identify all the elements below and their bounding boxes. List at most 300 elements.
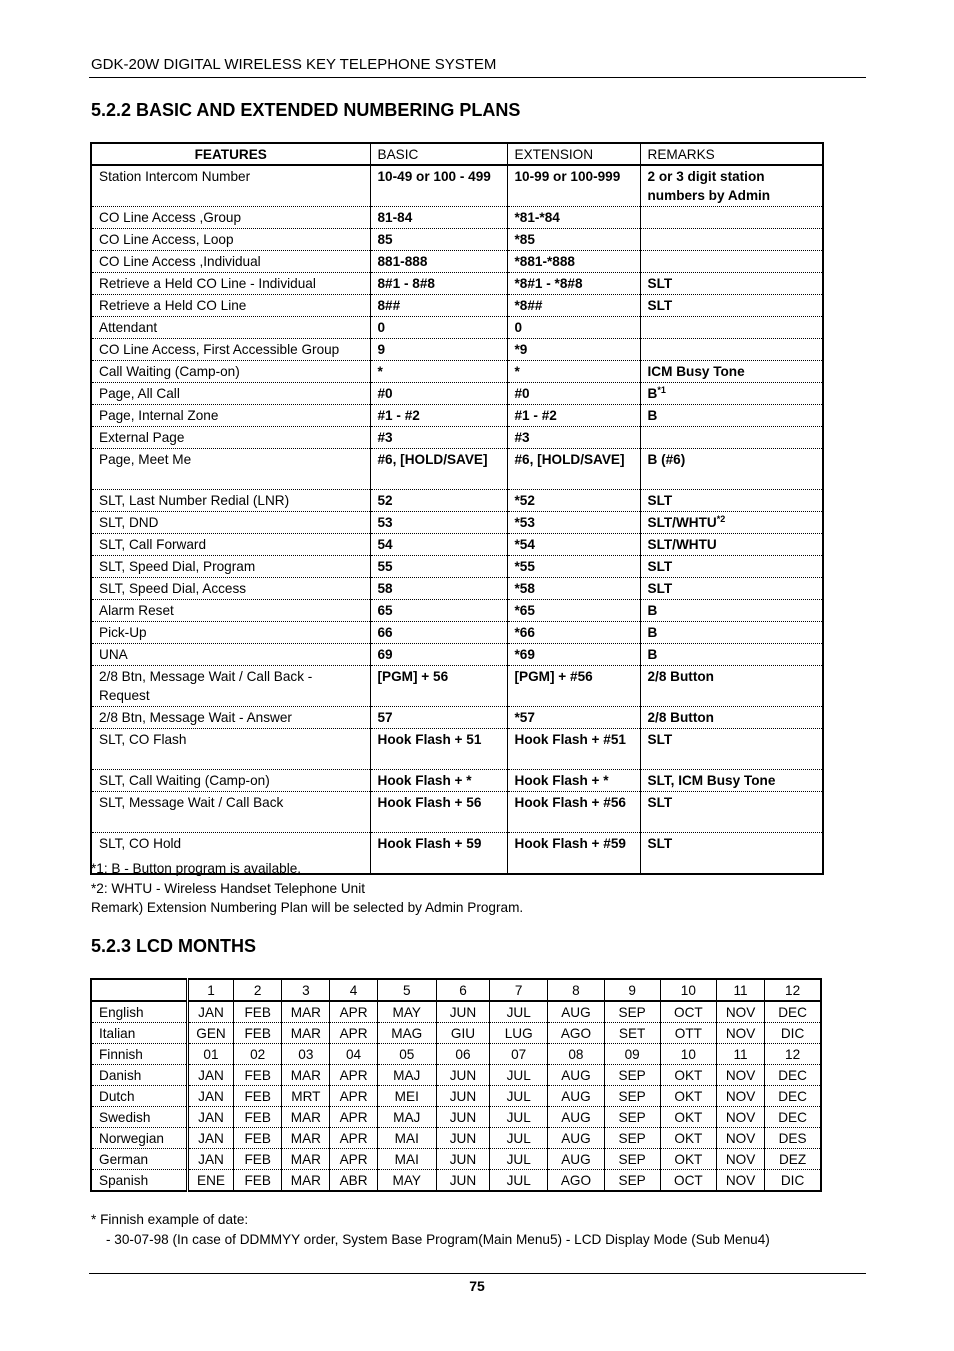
month-abbrev-cell: MRT xyxy=(282,1086,330,1107)
month-abbrev-cell: FEB xyxy=(234,1128,282,1149)
basic-code-cell xyxy=(370,405,507,427)
basic-code-cell xyxy=(370,383,507,405)
feature-cell xyxy=(91,251,370,273)
month-abbrev-cell: OCT xyxy=(660,1001,716,1023)
extension-code-cell-text: Hook Flash + #56 xyxy=(514,795,626,810)
feature-cell-text: SLT, Message Wait / Call Back xyxy=(99,795,284,810)
month-abbrev-cell: JAN xyxy=(187,1149,233,1170)
month-abbrev-cell: MAR xyxy=(282,1023,330,1044)
table-row xyxy=(91,361,823,383)
extension-code-cell-text: [PGM] + #56 xyxy=(514,669,593,684)
month-abbrev-cell: FEB xyxy=(234,1023,282,1044)
remarks-cell-text: SLT xyxy=(647,276,673,291)
feature-cell-text: Retrieve a Held CO Line xyxy=(99,298,247,313)
month-abbrev-cell: MAR xyxy=(282,1170,330,1192)
remarks-cell xyxy=(640,361,823,383)
extension-code-cell xyxy=(507,361,640,383)
feature-cell xyxy=(91,405,370,427)
basic-code-cell-text: 65 xyxy=(377,603,393,618)
remarks-cell xyxy=(640,339,823,361)
lcd-months-notes xyxy=(91,1210,770,1249)
month-abbrev-cell: JAN xyxy=(187,1086,233,1107)
extension-code-cell-text: #0 xyxy=(514,386,530,401)
month-abbrev-cell: AUG xyxy=(548,1086,604,1107)
basic-code-cell-text: 0 xyxy=(377,320,386,335)
feature-cell-text: SLT, CO Hold xyxy=(99,836,182,851)
month-abbrev-cell: APR xyxy=(330,1086,377,1107)
month-abbrev-cell: DEC xyxy=(765,1001,821,1023)
feature-cell xyxy=(91,600,370,622)
feature-cell-text: Call Waiting (Camp-on) xyxy=(99,364,240,379)
footnote-marker: *1 xyxy=(657,385,666,395)
month-abbrev-cell: OKT xyxy=(660,1149,716,1170)
table-row xyxy=(91,165,823,207)
feature-cell xyxy=(91,512,370,534)
remarks-cell-text: B xyxy=(647,386,658,401)
month-abbrev-cell: OKT xyxy=(660,1086,716,1107)
remarks-cell xyxy=(640,729,823,770)
feature-cell-text: UNA xyxy=(99,647,128,662)
extension-code-cell-text: *52 xyxy=(514,493,535,508)
month-abbrev-cell: AUG xyxy=(548,1149,604,1170)
feature-cell-text: CO Line Access ,Individual xyxy=(99,254,261,269)
month-abbrev-cell: NOV xyxy=(716,1107,764,1128)
extension-code-cell xyxy=(507,295,640,317)
remarks-cell xyxy=(640,792,823,833)
extension-code-cell xyxy=(507,770,640,792)
table-row xyxy=(91,490,823,512)
table-row xyxy=(91,295,823,317)
month-abbrev-cell: 08 xyxy=(548,1044,604,1065)
basic-code-cell xyxy=(370,361,507,383)
month-number-header: 3 xyxy=(282,979,330,1001)
remarks-cell xyxy=(640,578,823,600)
footnote-marker: *2 xyxy=(716,514,726,524)
table-row xyxy=(91,534,823,556)
month-abbrev-cell: JUN xyxy=(436,1149,489,1170)
feature-cell-text: Page, All Call xyxy=(99,386,180,401)
remarks-cell xyxy=(640,490,823,512)
month-abbrev-cell: MEI xyxy=(377,1086,436,1107)
basic-code-cell xyxy=(370,449,507,490)
basic-code-cell-text: * xyxy=(377,364,383,379)
basic-code-cell xyxy=(370,644,507,666)
feature-cell-text: SLT, Speed Dial, Program xyxy=(99,559,256,574)
table-row xyxy=(91,1044,821,1065)
section-heading-lcd-months: 5.2.3 LCD MONTHS xyxy=(91,936,257,956)
table-row xyxy=(91,1149,821,1170)
extension-code-cell xyxy=(507,273,640,295)
basic-code-cell-text: 8## xyxy=(377,298,401,313)
table-row xyxy=(91,666,823,707)
remarks-cell-text: 2 or 3 digit station numbers by Admin xyxy=(647,169,771,203)
basic-code-cell-text: 53 xyxy=(377,515,393,530)
remarks-cell xyxy=(640,207,823,229)
remarks-cell-text: SLT/WHTU xyxy=(647,515,717,530)
month-abbrev-cell: 09 xyxy=(604,1044,660,1065)
remarks-cell-text: SLT/WHTU xyxy=(647,537,717,552)
feature-cell xyxy=(91,273,370,295)
month-abbrev-cell: MAI xyxy=(377,1149,436,1170)
basic-code-cell xyxy=(370,792,507,833)
extension-code-cell xyxy=(507,644,640,666)
month-abbrev-cell: JAN xyxy=(187,1001,233,1023)
remarks-cell xyxy=(640,317,823,339)
remarks-cell xyxy=(640,644,823,666)
remarks-cell xyxy=(640,600,823,622)
remarks-cell xyxy=(640,165,823,207)
month-abbrev-cell: FEB xyxy=(234,1149,282,1170)
month-abbrev-cell: AGO xyxy=(548,1023,604,1044)
basic-code-cell-text: 81-84 xyxy=(377,210,413,225)
basic-code-cell xyxy=(370,729,507,770)
extension-code-cell xyxy=(507,556,640,578)
table-row xyxy=(91,512,823,534)
month-abbrev-cell: NOV xyxy=(716,1149,764,1170)
column-header-features: FEATURES xyxy=(91,143,370,165)
extension-code-cell xyxy=(507,512,640,534)
feature-cell xyxy=(91,578,370,600)
month-number-header: 10 xyxy=(660,979,716,1001)
month-abbrev-cell: SEP xyxy=(604,1128,660,1149)
month-abbrev-cell: MAR xyxy=(282,1107,330,1128)
remarks-cell-text: SLT xyxy=(647,732,673,747)
feature-cell xyxy=(91,207,370,229)
month-abbrev-cell: 12 xyxy=(765,1044,821,1065)
basic-code-cell-text: Hook Flash + 56 xyxy=(377,795,482,810)
basic-code-cell xyxy=(370,165,507,207)
month-abbrev-cell: SET xyxy=(604,1023,660,1044)
extension-code-cell-text: *58 xyxy=(514,581,535,596)
feature-cell-text: Attendant xyxy=(99,320,158,335)
month-abbrev-cell: MAR xyxy=(282,1001,330,1023)
month-abbrev-cell: ENE xyxy=(187,1170,233,1192)
month-abbrev-cell: GIU xyxy=(436,1023,489,1044)
table-row xyxy=(91,449,823,490)
remarks-cell-text: B xyxy=(647,625,658,640)
month-number-header: 11 xyxy=(716,979,764,1001)
month-abbrev-cell: OKT xyxy=(660,1128,716,1149)
table-row xyxy=(91,383,823,405)
month-abbrev-cell: JUL xyxy=(490,1170,548,1192)
month-abbrev-cell: FEB xyxy=(234,1170,282,1192)
table-row xyxy=(91,556,823,578)
language-cell: Dutch xyxy=(91,1086,187,1107)
basic-code-cell xyxy=(370,339,507,361)
extension-code-cell xyxy=(507,449,640,490)
month-abbrev-cell: JAN xyxy=(187,1128,233,1149)
month-abbrev-cell: JUN xyxy=(436,1086,489,1107)
basic-code-cell-text: #6, [HOLD/SAVE] xyxy=(377,452,488,467)
remarks-cell xyxy=(640,556,823,578)
basic-code-cell xyxy=(370,490,507,512)
feature-cell xyxy=(91,317,370,339)
remarks-cell xyxy=(640,770,823,792)
feature-cell-text: SLT, CO Flash xyxy=(99,732,187,747)
extension-code-cell-text: *881-*888 xyxy=(514,254,575,269)
month-abbrev-cell: NOV xyxy=(716,1001,764,1023)
feature-cell xyxy=(91,729,370,770)
remarks-cell xyxy=(640,405,823,427)
language-cell: Spanish xyxy=(91,1170,187,1192)
header-divider xyxy=(89,77,866,78)
language-cell: Norwegian xyxy=(91,1128,187,1149)
month-abbrev-cell: JUN xyxy=(436,1170,489,1192)
month-abbrev-cell: JUL xyxy=(490,1128,548,1149)
extension-code-cell xyxy=(507,622,640,644)
month-abbrev-cell: SEP xyxy=(604,1170,660,1192)
remarks-cell-text: SLT xyxy=(647,559,673,574)
month-abbrev-cell: JUN xyxy=(436,1128,489,1149)
month-abbrev-cell: JUL xyxy=(490,1065,548,1086)
extension-code-cell xyxy=(507,707,640,729)
month-abbrev-cell: JUN xyxy=(436,1001,489,1023)
month-abbrev-cell: JUN xyxy=(436,1065,489,1086)
month-abbrev-cell: NOV xyxy=(716,1023,764,1044)
numbering-plans-notes xyxy=(91,859,523,918)
month-number-header: 6 xyxy=(436,979,489,1001)
month-abbrev-cell: ABR xyxy=(330,1170,377,1192)
basic-code-cell-text: Hook Flash + 51 xyxy=(377,732,482,747)
basic-code-cell xyxy=(370,427,507,449)
month-abbrev-cell: APR xyxy=(330,1128,377,1149)
basic-code-cell xyxy=(370,534,507,556)
extension-code-cell-text: #1 - #2 xyxy=(514,408,557,423)
extension-code-cell-text: *54 xyxy=(514,537,535,552)
extension-code-cell xyxy=(507,427,640,449)
feature-cell-text: CO Line Access, Loop xyxy=(99,232,234,247)
remarks-cell-text: 2/8 Button xyxy=(647,710,714,725)
feature-cell xyxy=(91,449,370,490)
remarks-cell xyxy=(640,666,823,707)
month-abbrev-cell: 01 xyxy=(187,1044,233,1065)
month-abbrev-cell: MAI xyxy=(377,1128,436,1149)
basic-code-cell xyxy=(370,707,507,729)
language-cell: Italian xyxy=(91,1023,187,1044)
month-abbrev-cell: SEP xyxy=(604,1086,660,1107)
basic-code-cell xyxy=(370,229,507,251)
feature-cell-text: External Page xyxy=(99,430,185,445)
month-abbrev-cell: SEP xyxy=(604,1107,660,1128)
remarks-cell-text: B xyxy=(647,603,658,618)
remark-note: Remark) Extension Numbering Plan will be selected by Admin Program. xyxy=(91,900,524,915)
finnish-example-note: * Finnish example of date: xyxy=(91,1212,249,1227)
month-abbrev-cell: FEB xyxy=(234,1086,282,1107)
basic-code-cell-text: 881-888 xyxy=(377,254,428,269)
feature-cell xyxy=(91,165,370,207)
remarks-cell xyxy=(640,229,823,251)
month-abbrev-cell: 06 xyxy=(436,1044,489,1065)
section-heading-numbering-plans: 5.2.2 BASIC AND EXTENDED NUMBERING PLANS xyxy=(91,100,521,120)
remarks-cell-text: SLT xyxy=(647,581,673,596)
feature-cell xyxy=(91,666,370,707)
table-row xyxy=(91,1023,821,1044)
month-abbrev-cell: 03 xyxy=(282,1044,330,1065)
basic-code-cell-text: 54 xyxy=(377,537,393,552)
basic-code-cell-text: Hook Flash + 59 xyxy=(377,836,482,851)
extension-code-cell-text: *55 xyxy=(514,559,535,574)
month-abbrev-cell: FEB xyxy=(234,1065,282,1086)
column-header-remarks: REMARKS xyxy=(640,143,823,165)
basic-code-cell-text: 58 xyxy=(377,581,393,596)
extension-code-cell xyxy=(507,207,640,229)
month-abbrev-cell: APR xyxy=(330,1107,377,1128)
feature-cell-text: Station Intercom Number xyxy=(99,169,251,184)
month-abbrev-cell: AUG xyxy=(548,1107,604,1128)
month-abbrev-cell: 07 xyxy=(490,1044,548,1065)
remarks-cell-text: SLT xyxy=(647,836,673,851)
remarks-cell-text: 2/8 Button xyxy=(647,669,714,684)
remarks-cell-text: B (#6) xyxy=(647,452,686,467)
basic-code-cell-text: 10-49 or 100 - 499 xyxy=(377,169,491,184)
month-abbrev-cell: JAN xyxy=(187,1107,233,1128)
feature-cell xyxy=(91,622,370,644)
remarks-cell-text: ICM Busy Tone xyxy=(647,364,745,379)
table-row xyxy=(91,207,823,229)
month-abbrev-cell: FEB xyxy=(234,1107,282,1128)
month-abbrev-cell: AUG xyxy=(548,1065,604,1086)
month-abbrev-cell: JUL xyxy=(490,1086,548,1107)
basic-code-cell-text: 57 xyxy=(377,710,393,725)
month-abbrev-cell: DEC xyxy=(765,1086,821,1107)
language-cell: German xyxy=(91,1149,187,1170)
remarks-cell-text: SLT, ICM Busy Tone xyxy=(647,773,776,788)
extension-code-cell-text: 0 xyxy=(514,320,523,335)
feature-cell-text: SLT, Speed Dial, Access xyxy=(99,581,247,596)
extension-code-cell-text: #6, [HOLD/SAVE] xyxy=(514,452,625,467)
month-abbrev-cell: DES xyxy=(765,1128,821,1149)
month-abbrev-cell: OTT xyxy=(660,1023,716,1044)
month-abbrev-cell: JAN xyxy=(187,1065,233,1086)
month-abbrev-cell: DEC xyxy=(765,1107,821,1128)
month-abbrev-cell: NOV xyxy=(716,1065,764,1086)
basic-code-cell xyxy=(370,556,507,578)
language-cell: Swedish xyxy=(91,1107,187,1128)
month-abbrev-cell: APR xyxy=(330,1065,377,1086)
feature-cell xyxy=(91,534,370,556)
month-abbrev-cell: JUL xyxy=(490,1107,548,1128)
footnote-2: *2: WHTU - Wireless Handset Telephone Unit xyxy=(91,880,365,896)
remarks-cell-text: SLT xyxy=(647,298,673,313)
language-cell: Danish xyxy=(91,1065,187,1086)
month-abbrev-cell: OKT xyxy=(660,1065,716,1086)
extension-code-cell xyxy=(507,251,640,273)
month-abbrev-cell: SEP xyxy=(604,1001,660,1023)
extension-code-cell xyxy=(507,405,640,427)
table-row xyxy=(91,622,823,644)
feature-cell xyxy=(91,295,370,317)
finnish-example-detail: - 30-07-98 (In case of DDMMYY order, System Base Program(Main Menu5) - LCD Display Mode (Sub Menu4) xyxy=(106,1231,770,1247)
table-row xyxy=(91,405,823,427)
month-abbrev-cell: DEC xyxy=(765,1065,821,1086)
extension-code-cell-text: *65 xyxy=(514,603,535,618)
column-header-extension: EXTENSION xyxy=(507,143,640,165)
extension-code-cell xyxy=(507,490,640,512)
basic-code-cell-text: 69 xyxy=(377,647,393,662)
lcd-months-table xyxy=(90,978,822,1192)
extension-code-cell xyxy=(507,534,640,556)
month-abbrev-cell: LUG xyxy=(490,1023,548,1044)
basic-code-cell-text: #0 xyxy=(377,386,393,401)
month-number-header: 4 xyxy=(330,979,377,1001)
feature-cell-text: SLT, Call Waiting (Camp-on) xyxy=(99,773,270,788)
table-row xyxy=(91,229,823,251)
basic-code-cell-text: [PGM] + 56 xyxy=(377,669,449,684)
table-row xyxy=(91,600,823,622)
month-abbrev-cell: MAR xyxy=(282,1128,330,1149)
extension-code-cell-text: Hook Flash + #51 xyxy=(514,732,626,747)
feature-cell xyxy=(91,229,370,251)
extension-code-cell-text: *9 xyxy=(514,342,528,357)
basic-code-cell-text: 8#1 - 8#8 xyxy=(377,276,435,291)
feature-cell-text: Page, Internal Zone xyxy=(99,408,219,423)
month-abbrev-cell: APR xyxy=(330,1001,377,1023)
language-cell: Finnish xyxy=(91,1044,187,1065)
month-abbrev-cell: DEZ xyxy=(765,1149,821,1170)
feature-cell xyxy=(91,383,370,405)
language-header-cell xyxy=(91,979,187,1001)
feature-cell xyxy=(91,361,370,383)
month-abbrev-cell: 05 xyxy=(377,1044,436,1065)
feature-cell-text: Alarm Reset xyxy=(99,603,174,618)
basic-code-cell-text: 85 xyxy=(377,232,393,247)
extension-code-cell xyxy=(507,666,640,707)
table-row xyxy=(91,1107,821,1128)
month-abbrev-cell: APR xyxy=(330,1023,377,1044)
month-abbrev-cell: 04 xyxy=(330,1044,377,1065)
month-abbrev-cell: GEN xyxy=(187,1023,233,1044)
extension-code-cell-text: *57 xyxy=(514,710,535,725)
month-abbrev-cell: JUL xyxy=(490,1149,548,1170)
feature-cell xyxy=(91,707,370,729)
feature-cell-text: Retrieve a Held CO Line - Individual xyxy=(99,276,316,291)
extension-code-cell xyxy=(507,792,640,833)
basic-code-cell xyxy=(370,600,507,622)
month-abbrev-cell: NOV xyxy=(716,1086,764,1107)
extension-code-cell xyxy=(507,317,640,339)
month-number-header: 2 xyxy=(234,979,282,1001)
month-abbrev-cell: SEP xyxy=(604,1149,660,1170)
table-row xyxy=(91,1065,821,1086)
basic-code-cell-text: Hook Flash + * xyxy=(377,773,472,788)
remarks-cell xyxy=(640,512,823,534)
month-number-header: 9 xyxy=(604,979,660,1001)
feature-cell xyxy=(91,490,370,512)
table-row xyxy=(91,792,823,833)
month-abbrev-cell: AGO xyxy=(548,1170,604,1192)
extension-code-cell-text: *85 xyxy=(514,232,535,247)
month-abbrev-cell: FEB xyxy=(234,1001,282,1023)
month-abbrev-cell: 02 xyxy=(234,1044,282,1065)
table-row xyxy=(91,770,823,792)
basic-code-cell-text: 52 xyxy=(377,493,393,508)
basic-code-cell xyxy=(370,273,507,295)
basic-code-cell xyxy=(370,251,507,273)
month-abbrev-cell: APR xyxy=(330,1149,377,1170)
extension-code-cell xyxy=(507,165,640,207)
month-abbrev-cell: OCT xyxy=(660,1170,716,1192)
remarks-cell xyxy=(640,833,823,875)
basic-code-cell xyxy=(370,207,507,229)
basic-code-cell xyxy=(370,295,507,317)
extension-code-cell-text: *53 xyxy=(514,515,535,530)
table-row xyxy=(91,273,823,295)
basic-code-cell-text: #3 xyxy=(377,430,393,445)
extension-code-cell-text: Hook Flash + #59 xyxy=(514,836,626,851)
feature-cell-text: CO Line Access, First Accessible Group xyxy=(99,342,340,357)
feature-cell-text: SLT, Last Number Redial (LNR) xyxy=(99,493,290,508)
table-header-row xyxy=(91,143,823,165)
